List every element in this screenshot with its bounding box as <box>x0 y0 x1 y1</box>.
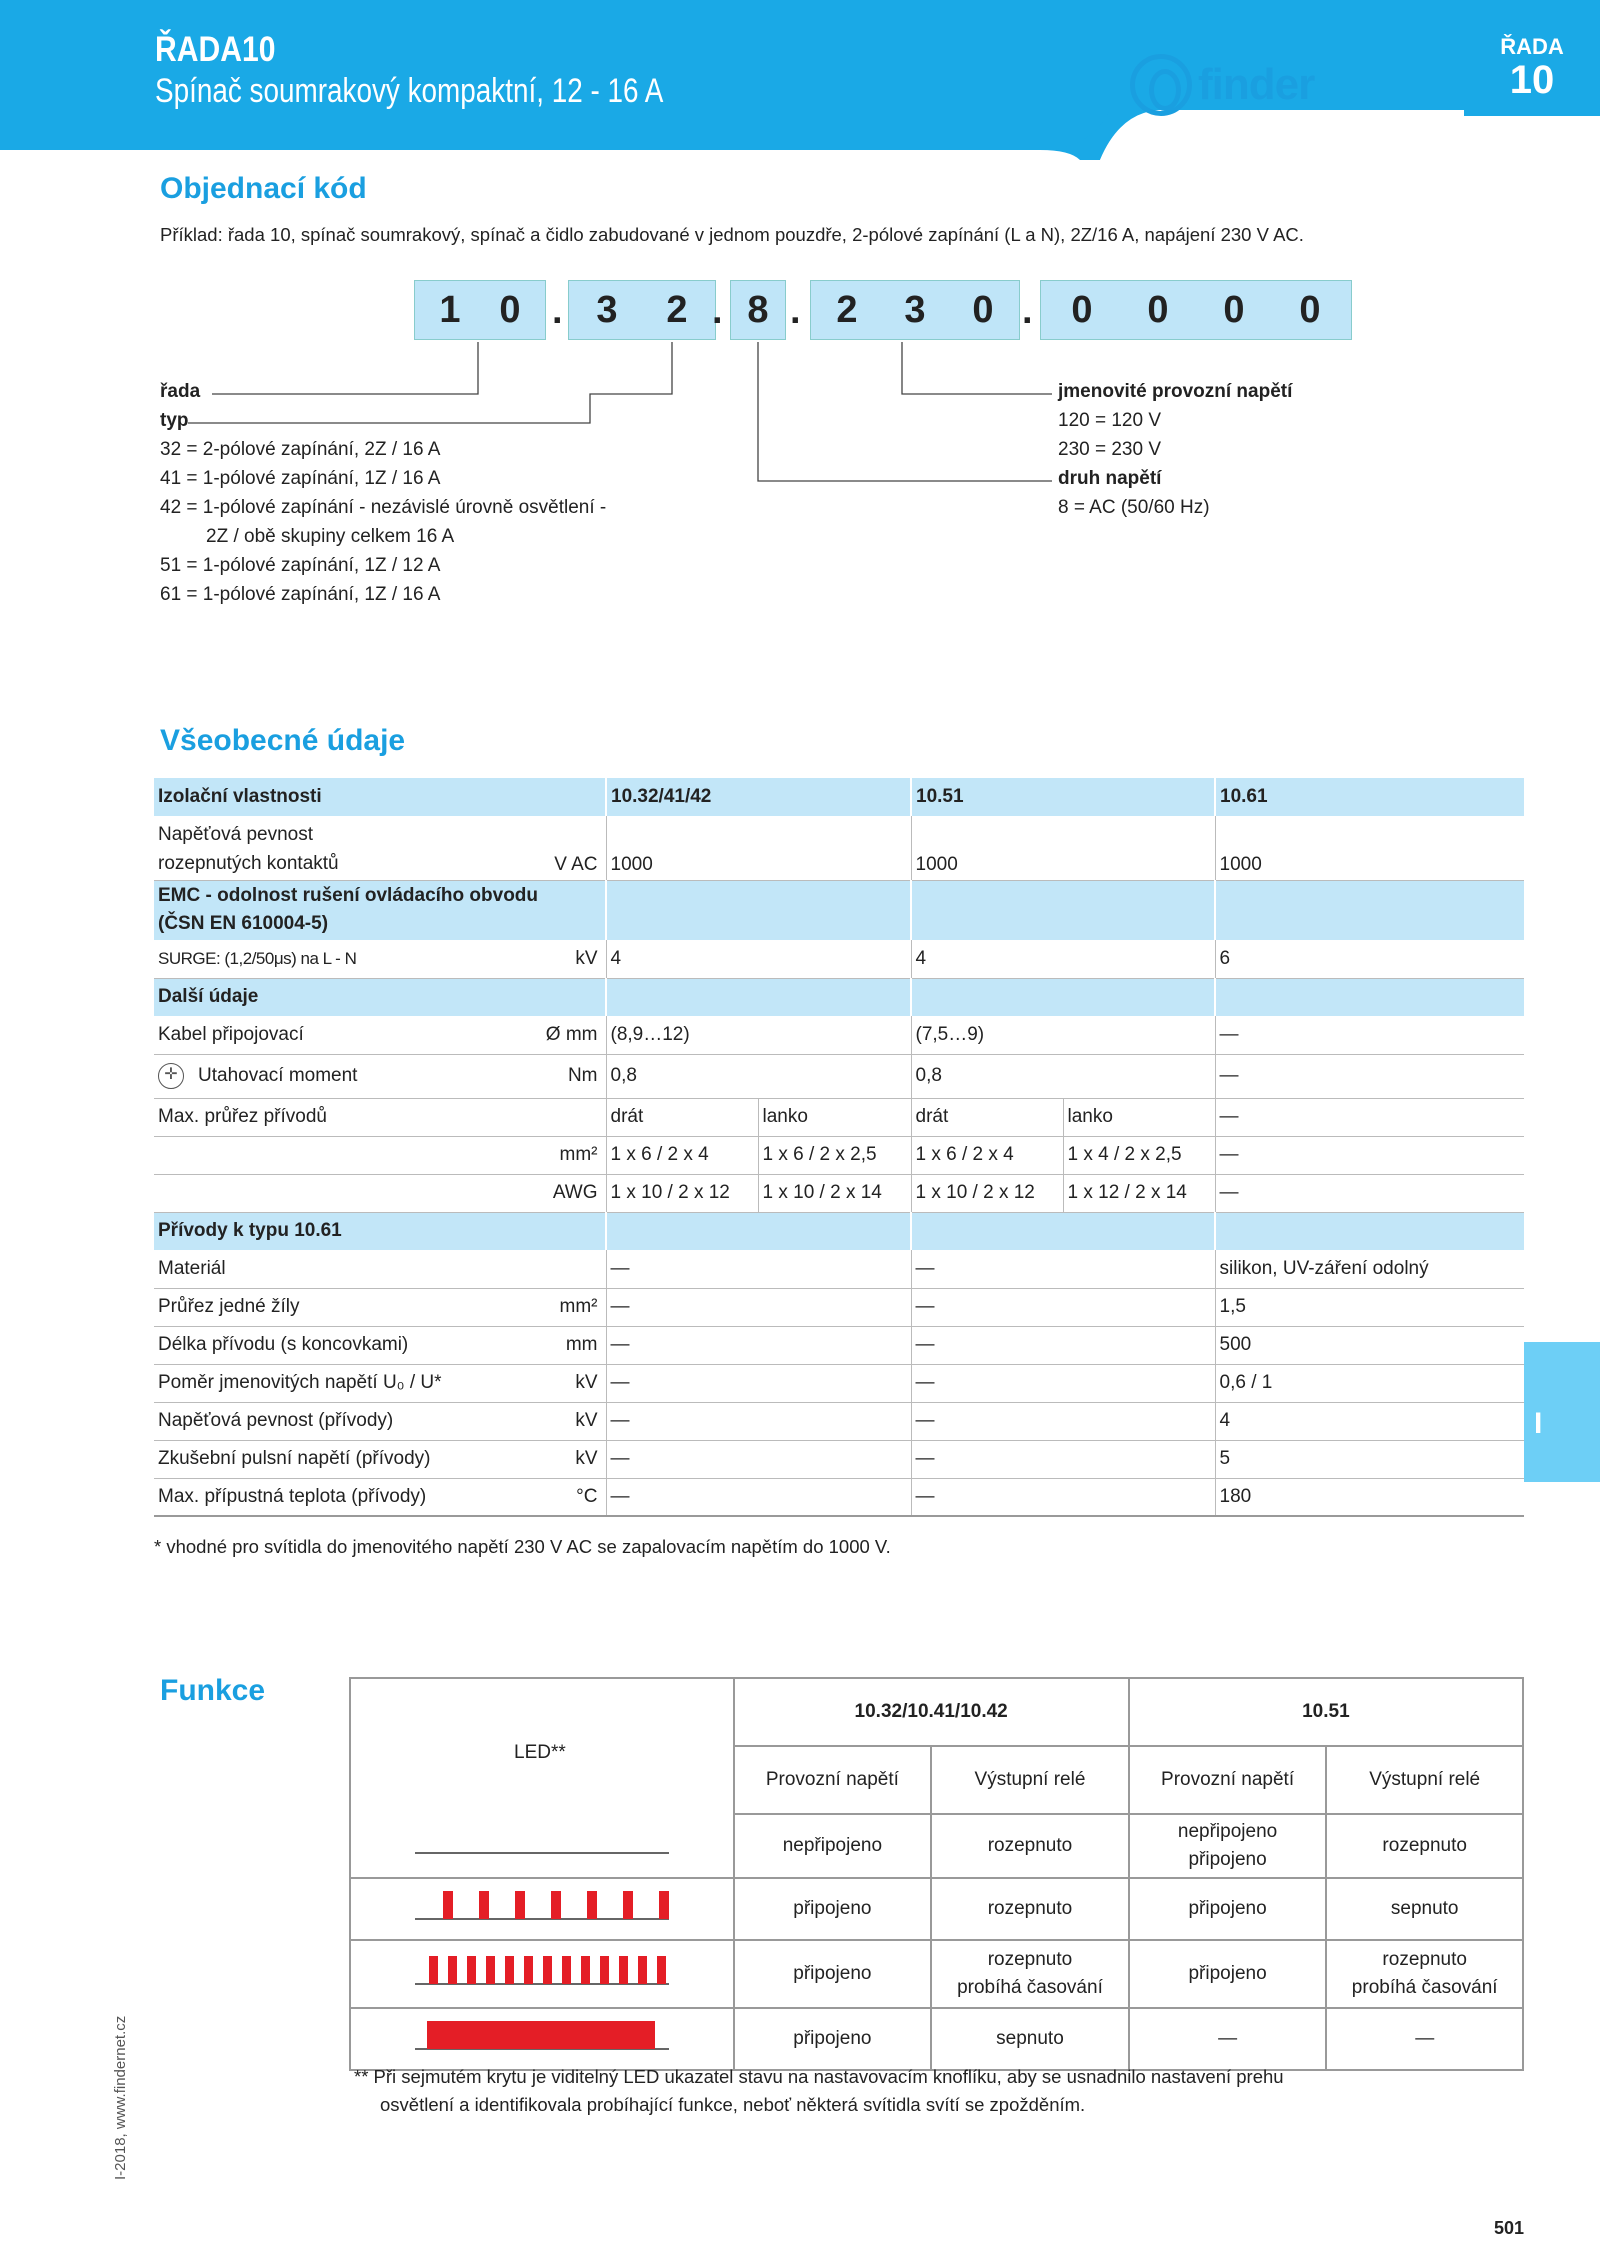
function-footnote-2: osvětlení a identifikovala probíhající funkce, neboť některá svítidla svítí se zpožděním. <box>380 2094 1086 2115</box>
function-table <box>349 1677 1524 2071</box>
code-dot: . <box>552 290 563 332</box>
led-pulse <box>619 1956 628 1984</box>
voltage-ac: 8 = AC (50/60 Hz) <box>1058 497 1210 518</box>
table-row: ✛ Utahovací moment Nm 0,8 0,8 — <box>154 1054 1524 1098</box>
general-footnote: * vhodné pro svítidla do jmenovitého napětí 230 V AC se zapalovacím napětím do 1000 V. <box>154 1536 891 1557</box>
general-data-table <box>154 778 1524 1517</box>
type-41: 41 = 1-pólové zapínání, 1Z / 16 A <box>160 468 441 489</box>
led-pulse <box>505 1956 514 1984</box>
led-pulse <box>515 1891 525 1919</box>
order-code-heading: Objednací kód <box>160 172 367 205</box>
finder-logo: finder <box>1130 52 1314 118</box>
code-group-suffix: 0 0 0 0 <box>1040 280 1352 340</box>
table-row: Přívody k typu 10.61 <box>154 1212 1524 1250</box>
torque-icon: ✛ <box>158 1063 184 1089</box>
type-32: 32 = 2-pólové zapínání, 2Z / 16 A <box>160 439 441 460</box>
table-row: EMC - odolnost rušení ovládacího obvodu (ČSN EN 610004-5) <box>154 880 1524 940</box>
type-42-cont: 2Z / obě skupiny celkem 16 A <box>206 526 455 547</box>
table-row: Kabel připojovací Ø mm (8,9…12) (7,5…9) — <box>154 1016 1524 1054</box>
label-type: typ <box>160 410 189 431</box>
type-42: 42 = 1-pólové zapínání - nezávislé úrovně osvětlení - <box>160 497 607 518</box>
table-row: Max. průřez přívodů drát lanko drát lanko — <box>154 1098 1524 1136</box>
general-heading: Všeobecné údaje <box>160 724 406 757</box>
code-dot: . <box>1022 290 1033 332</box>
function-heading: Funkce <box>160 1674 266 1707</box>
code-group-series: 1 0 <box>414 280 546 340</box>
table-row: Max. přípustná teplota (přívody) °C — — 180 <box>154 1478 1524 1516</box>
code-dot: . <box>790 290 801 332</box>
table-row: připojeno rozepnuto připojeno sepnuto <box>350 1878 1523 1940</box>
led-steady-on <box>350 2008 734 2070</box>
table-row: mm² 1 x 6 / 2 x 4 1 x 6 / 2 x 2,5 1 x 6 / 2 x 4 1 x 4 / 2 x 2,5 — <box>154 1136 1524 1174</box>
type-51: 51 = 1-pólové zapínání, 1Z / 12 A <box>160 555 441 576</box>
label-rated-voltage: jmenovité provozní napětí <box>1058 381 1293 402</box>
table-row: Průřez jedné žíly mm² — — 1,5 <box>154 1288 1524 1326</box>
table-row: připojeno rozepnuto probíhá časování připojeno rozepnuto probíhá časování <box>350 1940 1523 2008</box>
led-pulse <box>587 1891 597 1919</box>
led-steady <box>427 2021 655 2049</box>
code-group-voltage: 2 3 0 <box>810 280 1020 340</box>
table-row: Napěťová pevnost (přívody) kV — — 4 <box>154 1402 1524 1440</box>
led-header: LED** <box>350 1678 734 1814</box>
led-slow-blink <box>350 1878 734 1940</box>
led-pulse <box>562 1956 571 1984</box>
section-side-tab: I <box>1524 1342 1600 1482</box>
table-row: Poměr jmenovitých napětí U₀ / U* kV — — 0,6 / 1 <box>154 1364 1524 1402</box>
led-pulse <box>479 1891 489 1919</box>
table-row: SURGE: (1,2/50μs) na L - N kV 4 4 6 <box>154 940 1524 978</box>
led-pulse <box>467 1956 476 1984</box>
table-row: Zkušební pulsní napětí (přívody) kV — — 5 <box>154 1440 1524 1478</box>
table-row: Provozní napětí Výstupní relé Provozní napětí Výstupní relé <box>350 1746 1523 1814</box>
led-pulse <box>638 1956 647 1984</box>
table-row: Napěťová pevnost rozepnutých kontaktů V AC 1000 1000 1000 <box>154 816 1524 880</box>
led-pulse <box>443 1891 453 1919</box>
code-group-type: 3 2 <box>568 280 716 340</box>
table-row: AWG 1 x 10 / 2 x 12 1 x 10 / 2 x 14 1 x 10 / 2 x 12 1 x 12 / 2 x 14 — <box>154 1174 1524 1212</box>
label-voltage-type: druh napětí <box>1058 468 1162 489</box>
voltage-120: 120 = 120 V <box>1058 410 1162 431</box>
footer-vertical-text: I-2018, www.findernet.cz <box>112 2015 129 2180</box>
table-row: Izolační vlastnosti 10.32/41/42 10.51 10.61 <box>154 778 1524 816</box>
label-series: řada <box>160 381 201 402</box>
page-number: 501 <box>1494 2218 1525 2238</box>
led-off <box>350 1814 734 1878</box>
led-pulse <box>657 1956 666 1984</box>
voltage-230: 230 = 230 V <box>1058 439 1162 460</box>
series-tab: ŘADA 10 <box>1464 0 1600 116</box>
led-pulse <box>551 1891 561 1919</box>
led-pulse <box>429 1956 438 1984</box>
table-row: připojeno sepnuto — — <box>350 2008 1523 2070</box>
table-row: Materiál — — silikon, UV-záření odolný <box>154 1250 1524 1288</box>
led-pulse <box>600 1956 609 1984</box>
led-pulse <box>659 1891 669 1919</box>
table-row: nepřipojeno rozepnuto nepřipojeno připojeno rozepnuto <box>350 1814 1523 1878</box>
table-row: Délka přívodu (s koncovkami) mm — — 500 <box>154 1326 1524 1364</box>
led-pulse <box>543 1956 552 1984</box>
type-61: 61 = 1-pólové zapínání, 1Z / 16 A <box>160 584 441 605</box>
led-pulse <box>581 1956 590 1984</box>
product-subtitle: Spínač soumrakový kompaktní, 12 - 16 A <box>155 72 664 110</box>
series-title: ŘADA10 <box>155 30 276 69</box>
code-dot: . <box>712 290 723 332</box>
code-group-voltage-type: 8 <box>730 280 786 340</box>
led-fast-blink <box>350 1940 734 2008</box>
table-row: Další údaje <box>154 978 1524 1016</box>
order-example: Příklad: řada 10, spínač soumrakový, spínač a čidlo zabudované v jednom pouzdře, 2-pólové zapínání (L a N), 2Z/16 A, napájení 230 V AC. <box>160 224 1304 245</box>
function-footnote-1: ** Při sejmutém krytu je viditelný LED ukazatel stavu na nastavovacím knoflíku, aby se usnadnilo nastavení prehu <box>354 2066 1284 2087</box>
led-pulse <box>623 1891 633 1919</box>
led-pulse <box>524 1956 533 1984</box>
led-pulse <box>486 1956 495 1984</box>
led-pulse <box>448 1956 457 1984</box>
table-row: LED** 10.32/10.41/10.42 10.51 <box>350 1678 1523 1746</box>
